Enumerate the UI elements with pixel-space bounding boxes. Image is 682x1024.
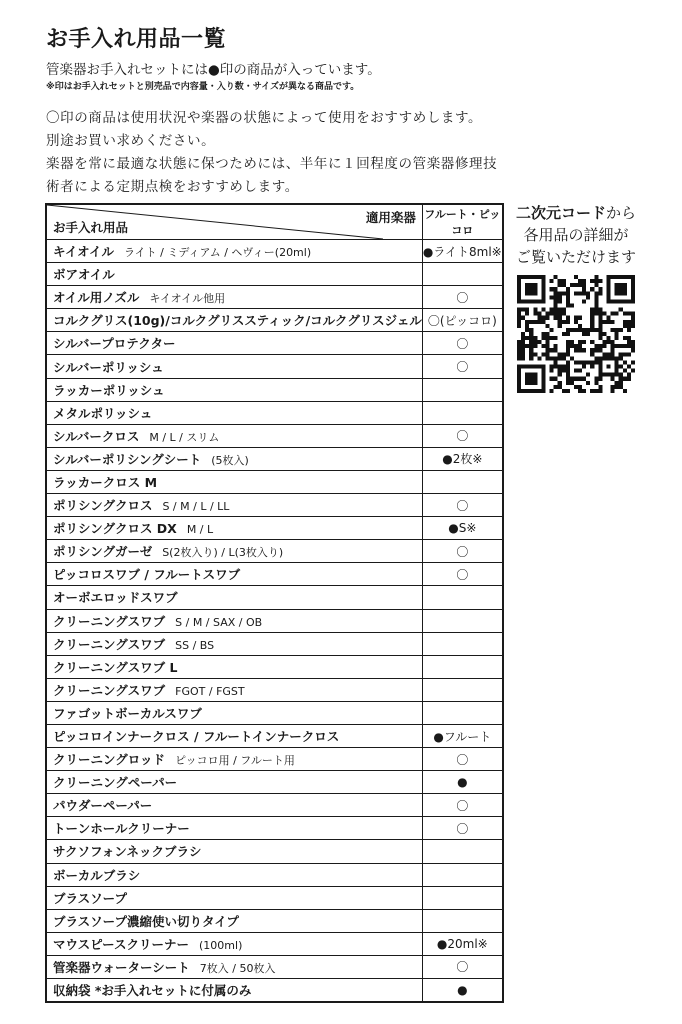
product-name-cell	[46, 378, 422, 401]
product-name: マウスピースクリーナー	[53, 936, 190, 952]
flute-piccolo-mark	[422, 886, 502, 909]
flute-piccolo-mark: ●2枚※	[422, 447, 502, 470]
flute-piccolo-mark	[422, 678, 502, 701]
product-variant: FGOT / FGST	[175, 684, 245, 698]
product-name-cell	[46, 955, 422, 978]
product-variant: (5枚入)	[211, 453, 249, 467]
product-name-cell	[46, 540, 422, 563]
product-name-cell	[46, 979, 422, 1003]
intro-text: 管楽器お手入れセットには●印の商品が入っています。	[46, 62, 381, 78]
flute-piccolo-mark	[422, 609, 502, 632]
table-row	[46, 748, 503, 771]
product-name: シルバーポリッシュ	[53, 359, 164, 375]
table-row	[46, 563, 503, 586]
table-header-row	[46, 204, 503, 240]
flute-piccolo-mark: 〇	[422, 355, 502, 378]
product-name: 管楽器ウォーターシート	[53, 959, 190, 975]
product-name-cell	[46, 932, 422, 955]
product-name-cell	[46, 771, 422, 794]
header-applicable-instruments: 適用楽器	[365, 210, 416, 225]
table-row	[46, 817, 503, 840]
flute-piccolo-mark: 〇	[422, 794, 502, 817]
flute-piccolo-mark: ●フルート	[422, 724, 502, 747]
product-name-cell	[46, 701, 422, 724]
table-row	[46, 632, 503, 655]
recommendation-paragraph-line: 楽器を常に最適な状態に保つためには、半年に１回程度の管楽器修理技	[46, 156, 498, 172]
table-row	[46, 609, 503, 632]
product-name-cell	[46, 401, 422, 424]
flute-piccolo-mark	[422, 470, 502, 493]
table-row	[46, 886, 503, 909]
product-name: メタルポリッシュ	[53, 405, 153, 421]
qr-caption	[506, 202, 646, 268]
product-name: クリーニングペーパー	[53, 775, 178, 791]
table-row	[46, 655, 503, 678]
table-row	[46, 840, 503, 863]
flute-piccolo-mark: 〇	[422, 540, 502, 563]
product-name-cell	[46, 794, 422, 817]
product-name: クリーニングスワブ	[53, 636, 166, 652]
product-name: コルクグリス(10g)/コルクグリススティック/コルクグリスジェル	[53, 313, 422, 329]
product-variant: M / L / スリム	[149, 430, 220, 444]
product-name: ラッカークロス M	[53, 474, 158, 490]
product-name: ファゴットボーカルスワブ	[53, 705, 202, 721]
product-name: サクソフォンネックブラシ	[53, 844, 202, 860]
table-row	[46, 932, 503, 955]
flute-piccolo-mark	[422, 401, 502, 424]
recommendation-paragraph-line: 術者による定期点検をおすすめします。	[46, 179, 299, 195]
intro-note: ※印はお手入れセットと別売品で内容量・入り数・サイズが異なる商品です。	[46, 82, 360, 92]
table-row	[46, 309, 503, 332]
table-row	[46, 424, 503, 447]
product-name-cell	[46, 286, 422, 309]
flute-piccolo-mark	[422, 840, 502, 863]
table-body	[46, 240, 503, 1003]
product-name: クリーニングロッド	[53, 752, 166, 768]
product-name: ピッコロインナークロス / フルートインナークロス	[53, 729, 340, 745]
flute-piccolo-mark: ●S※	[422, 517, 502, 540]
table-row	[46, 332, 503, 355]
flute-piccolo-mark: ●	[422, 771, 502, 794]
table-row	[46, 494, 503, 517]
table-row	[46, 909, 503, 932]
table-row	[46, 701, 503, 724]
product-name-cell	[46, 517, 422, 540]
product-name: トーンホールクリーナー	[53, 821, 190, 837]
product-name-cell	[46, 563, 422, 586]
product-name-cell	[46, 817, 422, 840]
flute-piccolo-mark	[422, 909, 502, 932]
table-row	[46, 401, 503, 424]
product-name-cell	[46, 309, 422, 332]
product-name-cell	[46, 724, 422, 747]
product-name: ブラスソープ濃縮使い切りタイプ	[53, 913, 239, 929]
table-row	[46, 771, 503, 794]
flute-piccolo-mark	[422, 655, 502, 678]
table-row	[46, 470, 503, 493]
product-name: シルバープロテクター	[53, 336, 176, 352]
product-name: ポリシングガーゼ	[53, 544, 153, 560]
qr-caption-rest: から	[606, 204, 637, 222]
product-name: オーボエロッドスワブ	[53, 590, 178, 606]
product-name: 収納袋 *お手入れセットに付属のみ	[53, 983, 252, 999]
product-variant: ピッコロ用 / フルート用	[175, 754, 295, 768]
table-row	[46, 863, 503, 886]
product-variant: SS / BS	[175, 638, 215, 652]
product-name-cell	[46, 863, 422, 886]
product-variant: 7枚入 / 50枚入	[199, 961, 276, 975]
product-variant: ライト / ミディアム / ヘヴィー(20ml)	[124, 246, 312, 260]
qr-caption-line2: 各用品の詳細が	[523, 226, 629, 244]
flute-piccolo-mark	[422, 263, 502, 286]
qr-caption-bold: 二次元コード	[515, 204, 606, 222]
product-name: ブラスソープ	[53, 890, 128, 906]
table-row	[46, 678, 503, 701]
table-row	[46, 240, 503, 263]
flute-piccolo-mark	[422, 586, 502, 609]
table-row	[46, 540, 503, 563]
product-name: クリーニングスワブ	[53, 682, 166, 698]
product-name-cell	[46, 632, 422, 655]
product-name: ポリシングクロス	[53, 498, 153, 514]
flute-piccolo-mark: ●ライト8ml※	[422, 240, 502, 263]
table-row	[46, 286, 503, 309]
product-name-cell	[46, 447, 422, 470]
product-name-cell	[46, 332, 422, 355]
product-variant: (100ml)	[199, 938, 243, 952]
flute-piccolo-mark	[422, 701, 502, 724]
table-row	[46, 979, 503, 1003]
product-variant: S / M / L / LL	[162, 500, 230, 514]
care-products-table	[45, 203, 504, 1003]
flute-piccolo-mark	[422, 632, 502, 655]
product-variant: S(2枚入り) / L(3枚入り)	[162, 546, 284, 560]
product-name-cell	[46, 678, 422, 701]
product-name-cell	[46, 494, 422, 517]
product-name-cell	[46, 355, 422, 378]
product-name-cell	[46, 263, 422, 286]
table-row	[46, 263, 503, 286]
header-care-products: お手入れ用品	[53, 220, 129, 235]
flute-piccolo-mark: 〇	[422, 332, 502, 355]
flute-piccolo-mark: 〇	[422, 286, 502, 309]
product-name-cell	[46, 655, 422, 678]
product-name: パウダーペーパー	[53, 798, 153, 814]
product-name: ピッコロスワブ / フルートスワブ	[53, 567, 241, 583]
product-name: オイル用ノズル	[53, 290, 140, 306]
product-variant: S / M / SAX / OB	[175, 615, 263, 629]
qr-caption-line3: ご覧いただけます	[515, 248, 636, 266]
flute-piccolo-mark: 〇	[422, 748, 502, 771]
product-name: シルバーポリシングシート	[53, 451, 202, 467]
flute-piccolo-mark: 〇	[422, 424, 502, 447]
product-name: クリーニングスワブ	[53, 613, 166, 629]
product-name: キイオイル	[53, 244, 115, 260]
product-name: シルバークロス	[53, 428, 140, 444]
product-name-cell	[46, 470, 422, 493]
flute-piccolo-mark: 〇	[422, 563, 502, 586]
flute-piccolo-mark: ●20ml※	[422, 932, 502, 955]
product-name: ボーカルブラシ	[53, 867, 141, 883]
qr-code-icon[interactable]	[517, 275, 635, 393]
flute-piccolo-mark	[422, 863, 502, 886]
product-variant: キイオイル他用	[149, 292, 226, 306]
table-row	[46, 517, 503, 540]
flute-piccolo-mark: ●	[422, 979, 502, 1003]
product-name: クリーニングスワブ L	[53, 659, 178, 675]
product-name: ラッカーポリッシュ	[53, 382, 165, 398]
table-row	[46, 724, 503, 747]
recommendation-paragraph-line: 別途お買い求めください。	[46, 133, 216, 149]
product-name: ボアオイル	[53, 267, 115, 283]
product-name-cell	[46, 748, 422, 771]
flute-piccolo-mark: 〇	[422, 955, 502, 978]
product-name-cell	[46, 240, 422, 263]
page-title: お手入れ用品一覧	[46, 27, 227, 52]
table-row	[46, 447, 503, 470]
table-row	[46, 586, 503, 609]
flute-piccolo-mark	[422, 378, 502, 401]
header-diagonal-cell	[46, 204, 422, 240]
product-name-cell	[46, 840, 422, 863]
product-name-cell	[46, 886, 422, 909]
product-name-cell	[46, 909, 422, 932]
flute-piccolo-mark: 〇(ピッコロ)	[422, 309, 502, 332]
product-variant: M / L	[186, 523, 214, 537]
table-row	[46, 955, 503, 978]
table-row	[46, 378, 503, 401]
header-flute-piccolo: フルート・ピッコロ	[422, 204, 502, 240]
product-name-cell	[46, 609, 422, 632]
product-name-cell	[46, 586, 422, 609]
product-name-cell	[46, 424, 422, 447]
flute-piccolo-mark: 〇	[422, 817, 502, 840]
recommendation-paragraph-line: 〇印の商品は使用状況や楽器の状態によって使用をおすすめします。	[46, 110, 483, 126]
product-name: ポリシングクロス DX	[53, 521, 177, 537]
flute-piccolo-mark: 〇	[422, 494, 502, 517]
table-row	[46, 355, 503, 378]
table-row	[46, 794, 503, 817]
